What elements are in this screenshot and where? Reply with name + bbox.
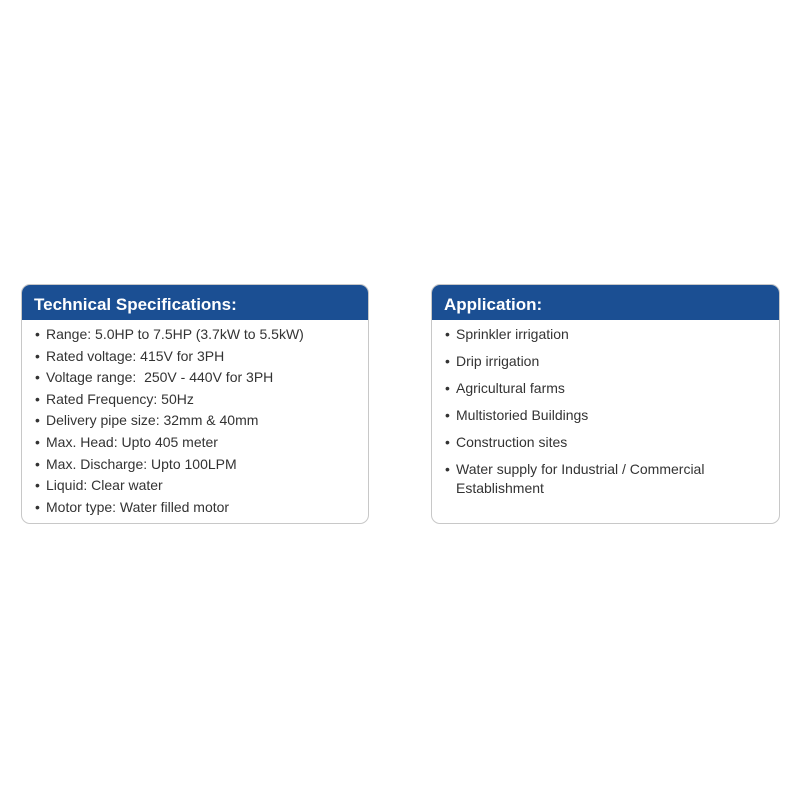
application-drip-irrigation: Drip irrigation bbox=[456, 353, 540, 369]
application-sprinkler-irrigation: Sprinkler irrigation bbox=[456, 326, 569, 342]
application-title: Application: bbox=[432, 285, 779, 320]
list-item bbox=[22, 390, 368, 409]
bullet-icon: • bbox=[445, 326, 450, 342]
list-item bbox=[432, 406, 779, 425]
list-item bbox=[432, 433, 779, 452]
spec-liquid: Liquid: Clear water bbox=[46, 477, 163, 494]
bullet-icon: • bbox=[35, 455, 40, 472]
spec-max-head: Max. Head: Upto 405 meter bbox=[46, 433, 218, 450]
bullet-icon: • bbox=[445, 353, 450, 369]
list-item bbox=[22, 368, 368, 387]
spec-max-discharge: Max. Discharge: Upto 100LPM bbox=[46, 455, 237, 472]
spec-motor-type: Motor type: Water filled motor bbox=[46, 498, 230, 515]
list-item bbox=[22, 498, 368, 517]
list-item bbox=[432, 460, 779, 498]
bullet-icon: • bbox=[35, 477, 40, 494]
spec-range: Range: 5.0HP to 7.5HP (3.7kW to 5.5kW) bbox=[46, 326, 304, 342]
application-multistoried-buildings: Multistoried Buildings bbox=[456, 407, 589, 423]
bullet-icon: • bbox=[35, 433, 40, 450]
technical-specifications-card bbox=[21, 284, 369, 524]
spec-voltage-range: Voltage range: 250V - 440V for 3PH bbox=[46, 369, 274, 386]
application-list bbox=[432, 320, 779, 498]
spec-rated-voltage: Rated voltage: 415V for 3PH bbox=[46, 347, 225, 364]
bullet-icon: • bbox=[35, 369, 40, 386]
list-item bbox=[432, 379, 779, 398]
list-item bbox=[22, 325, 368, 344]
bullet-icon: • bbox=[445, 407, 450, 423]
application-card bbox=[431, 284, 780, 524]
application-agricultural-farms: Agricultural farms bbox=[456, 380, 565, 396]
list-item bbox=[22, 455, 368, 474]
list-item bbox=[432, 325, 779, 344]
list-item bbox=[22, 347, 368, 366]
application-construction-sites: Construction sites bbox=[456, 434, 568, 450]
bullet-icon: • bbox=[35, 326, 40, 342]
bullet-icon: • bbox=[445, 461, 450, 477]
list-item bbox=[22, 433, 368, 452]
bullet-icon: • bbox=[35, 412, 40, 429]
application-water-supply: Water supply for Industrial / Commercial Establishment bbox=[456, 461, 705, 496]
technical-specifications-title: Technical Specifications: bbox=[22, 285, 368, 320]
list-item bbox=[22, 476, 368, 495]
specifications-list bbox=[22, 320, 368, 517]
bullet-icon: • bbox=[445, 380, 450, 396]
spec-delivery-pipe-size: Delivery pipe size: 32mm & 40mm bbox=[46, 412, 259, 429]
spec-rated-frequency: Rated Frequency: 50Hz bbox=[46, 390, 194, 407]
bullet-icon: • bbox=[35, 347, 40, 364]
bullet-icon: • bbox=[35, 390, 40, 407]
list-item bbox=[22, 411, 368, 430]
list-item bbox=[432, 352, 779, 371]
bullet-icon: • bbox=[445, 434, 450, 450]
bullet-icon: • bbox=[35, 498, 40, 515]
